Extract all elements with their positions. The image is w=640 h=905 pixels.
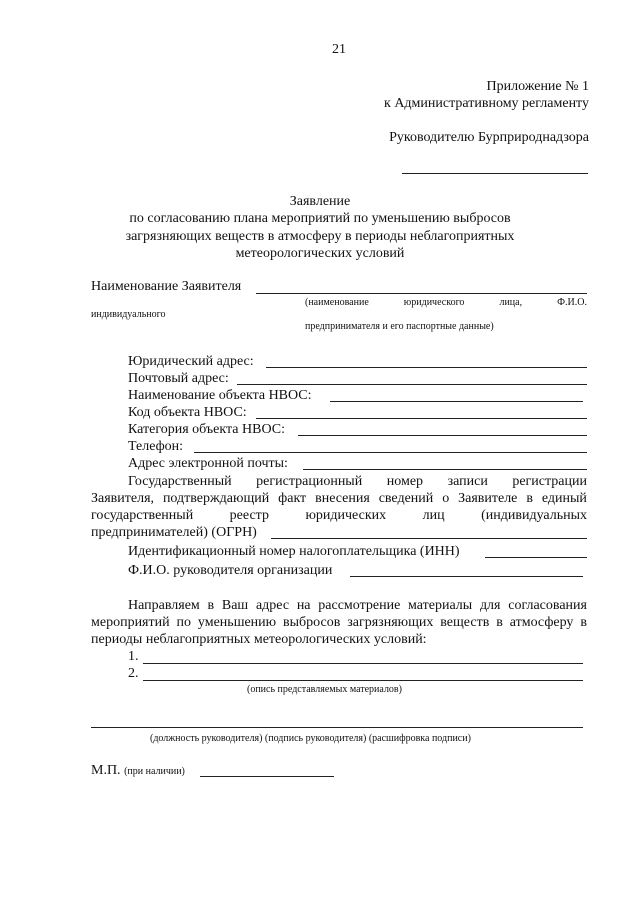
stamp-note: (при наличии) [124,766,185,777]
legal-address-label: Юридический адрес: [128,354,254,369]
doc-title: Заявление [289,194,351,209]
word: внесения [315,491,370,506]
word: государственный [91,508,194,523]
applicant-hint [305,297,587,309]
material-item-1-line[interactable] [143,663,583,664]
doc-title-line4: метеорологических условий [235,246,405,261]
request-text-line1 [128,597,587,614]
signature-line[interactable] [91,727,583,728]
word: в [207,598,215,613]
page-number: 21 [332,42,346,57]
word: веществ [440,615,490,630]
word: выбросов [283,615,341,630]
applicant-label: Наименование Заявителя [91,279,242,294]
word: факт [278,491,307,506]
inn-label: Идентификационный номер налогоплательщика (ИНН) [128,544,460,559]
word: для [479,598,501,613]
signature-hint: (должность руководителя) (подпись руководителя) (расшифровка подписи) [150,733,471,744]
doc-title-line3: загрязняющих веществ в атмосферу в периоды неблагоприятных [125,229,515,244]
ogrn-text-line1 [128,473,587,490]
inn-line[interactable] [485,557,587,558]
word: записи [447,474,488,489]
material-item-1-number: 1. [128,649,139,664]
request-text-line3: периоды неблагоприятных метеорологических условий: [91,632,427,647]
appendix-label: Приложение № 1 [486,79,589,94]
word: в [526,491,533,506]
word: согласования [508,598,587,613]
word: в [580,615,587,630]
email-label: Адрес электронной почты: [128,456,288,471]
word: Ваш [221,598,249,613]
word: Заявителя, [91,491,155,506]
word: Направляем [128,598,200,613]
word: атмосферу [509,615,574,630]
stamp-label [91,762,185,779]
word: юридических [305,508,387,523]
applicant-hint-line2: индивидуального [91,309,166,320]
postal-address-label: Почтовый адрес: [128,371,229,386]
word: единый [541,491,587,506]
word: рассмотрение [318,598,401,613]
director-label: Ф.И.О. руководителя организации [128,563,333,578]
phone-line[interactable] [194,452,587,453]
word: адрес [255,598,290,613]
word: подтверждающий [162,491,270,506]
phone-label: Телефон: [128,439,184,454]
stamp-line[interactable] [200,776,334,777]
word: в [496,615,503,630]
material-item-2-number: 2. [128,666,139,681]
object-category-label: Категория объекта НВОС: [128,422,285,437]
hint-word: лица, [499,297,523,308]
word: сведений [378,491,434,506]
hint-word: юридического [403,297,465,308]
word: по [176,615,192,630]
word: регистрации [512,474,587,489]
word: на [296,598,311,613]
word: номер [386,474,424,489]
applicant-name-line[interactable] [256,293,587,294]
word: лиц [422,508,445,523]
ogrn-line[interactable] [271,538,587,539]
director-line[interactable] [350,576,583,577]
ogrn-label: предпринимателей) (ОГРН) [91,525,257,540]
hint-word: Ф.И.О. [557,297,587,308]
materials-hint: (опись представляемых материалов) [247,684,402,695]
word: материалы [408,598,473,613]
postal-address-line[interactable] [237,384,587,385]
regulation-label: к Административному регламенту [384,96,589,111]
word: регистрационный [256,474,363,489]
word: реестр [229,508,269,523]
applicant-hint-line3: предпринимателя и его паспортные данные) [305,321,494,332]
object-category-line[interactable] [298,435,587,436]
object-name-line[interactable] [330,401,583,402]
word: уменьшению [197,615,277,630]
doc-title-line2: по согласованию плана мероприятий по уменьшению выбросов [129,211,511,226]
object-code-label: Код объекта НВОС: [128,405,247,420]
addressee-name-line[interactable] [402,173,588,174]
word: Заявителе [458,491,518,506]
word: (индивидуальных [481,508,587,523]
email-line[interactable] [303,469,587,470]
legal-address-line[interactable] [266,367,587,368]
object-name-label: Наименование объекта НВОС: [128,388,312,403]
word: о [442,491,450,506]
hint-word: (наименование [305,297,369,308]
material-item-2-line[interactable] [143,680,583,681]
request-text-line2 [91,614,587,631]
stamp-mp: М.П. [91,763,121,778]
object-code-line[interactable] [256,418,587,419]
ogrn-text-line3 [91,507,587,524]
word: Государственный [128,474,232,489]
word: мероприятий [91,615,170,630]
word: загрязняющих [347,615,434,630]
addressee-label: Руководителю Бурприроднадзора [389,130,589,145]
ogrn-text-line2 [91,490,587,507]
